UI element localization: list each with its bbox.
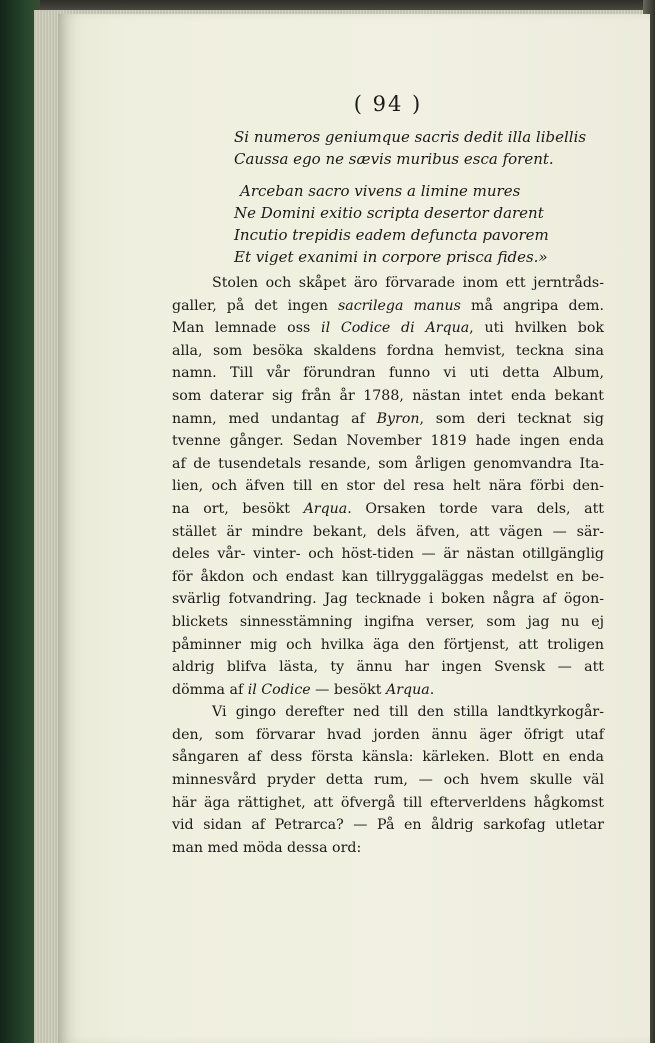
text-run: tvenne gånger. Sedan November 1819 hade ingen enda <box>172 433 604 450</box>
text-run: sångaren af dess första känsla: kärleken. Blott en enda <box>172 749 604 766</box>
text-run: , uti hvilken bok <box>469 320 604 337</box>
verse-line: Caussa ego ne sævis muribus esca forent. <box>234 150 554 168</box>
verse-line: Et viget exanimi in corpore prisca fides.» <box>234 248 548 266</box>
verse-line: Arceban sacro vivens a limine mures <box>240 182 521 200</box>
text-line <box>172 475 604 498</box>
text-line <box>172 408 604 431</box>
text-run: galler, på det ingen <box>172 297 338 314</box>
latin-verse <box>172 126 604 268</box>
text-line <box>172 340 604 363</box>
text-line <box>172 588 604 611</box>
text-run: Vi gingo derefter ned till den stilla landtkyrkogår- <box>212 704 604 721</box>
text-run: stället är mindre bekant, dels äfven, att vägen — sär- <box>172 523 604 540</box>
text-line <box>172 611 604 634</box>
text-run: aldrig blifva lästa, ty ännu har ingen Svensk — att <box>172 659 604 676</box>
text-line <box>172 430 604 453</box>
text-line <box>172 317 604 340</box>
text-run: namn, med undantag af <box>172 410 377 427</box>
italic-phrase: Arqua <box>303 500 348 517</box>
text-line <box>172 769 604 792</box>
text-line <box>172 656 604 679</box>
text-run: påminner mig och hvilka äga den förtjenst, att troligen <box>172 636 604 653</box>
text-run: namn. Till vår förundran funno vi uti detta Album, <box>172 365 604 382</box>
text-line <box>172 498 604 521</box>
text-line <box>172 746 604 769</box>
text-run: blickets sinnesstämning ingifna verser, som jag nu ej <box>172 613 604 630</box>
text-line <box>172 543 604 566</box>
text-run: som daterar sig från år 1788, nästan intet enda bekant <box>172 387 604 404</box>
verse-line: Incutio trepidis eadem defuncta pavorem <box>234 226 549 244</box>
text-run: af de tusendetals resande, som årligen genomvandra Ita- <box>172 455 604 472</box>
text-run: svärlig fotvandring. Jag tecknade i boken några af ögon- <box>172 591 604 608</box>
italic-phrase: Arqua <box>386 681 430 698</box>
paragraph-1 <box>172 272 604 701</box>
text-line <box>172 679 604 702</box>
text-run: den, som förvarar hvad jorden ännu äger öfrigt utaf <box>172 726 604 743</box>
text-line <box>172 385 604 408</box>
text-run: Man lemnade oss <box>172 320 322 337</box>
paragraph-2 <box>172 701 604 859</box>
text-run: dömma af <box>172 681 248 698</box>
text-run: må angripa dem. <box>460 297 604 314</box>
text-run: lien, och äfven till en stor del resa helt nära förbi den- <box>172 478 604 495</box>
text-run: minnesvård pryder detta rum, — och hvem skulle väl <box>172 772 604 789</box>
text-line <box>172 634 604 657</box>
text-run: . Orsaken torde vara dels, att <box>347 500 604 517</box>
text-run: . <box>429 681 435 698</box>
text-line <box>172 792 604 815</box>
italic-phrase: il Codice <box>247 681 311 698</box>
text-run: vid sidan af Petrarca? — På en åldrig sarkofag utletar <box>172 817 604 834</box>
italic-phrase: Byron <box>376 410 420 427</box>
text-line <box>172 837 604 860</box>
text-line <box>172 566 604 589</box>
page-text <box>172 90 604 859</box>
stanza-gap <box>234 170 604 180</box>
text-line <box>172 814 604 837</box>
text-line <box>172 701 604 724</box>
verse-line: Si numeros geniumque sacris dedit illa libellis <box>234 128 587 146</box>
italic-phrase: il Codice di Arqua <box>321 320 470 337</box>
text-run: Stolen och skåpet äro förvarade inom ett jerntråds- <box>212 275 604 291</box>
text-run: alla, som besöka skaldens fordna hemvist, teckna sina <box>172 342 604 359</box>
text-line <box>172 362 604 385</box>
text-run: , som deri tecknat sig <box>419 410 604 427</box>
text-run: här äga rättighet, att öfvergå till efterverldens hågkomst <box>172 794 604 811</box>
text-line <box>172 453 604 476</box>
italic-phrase: sacrilega manus <box>337 297 461 314</box>
text-line <box>172 295 604 318</box>
text-line <box>172 272 604 295</box>
text-line <box>172 724 604 747</box>
text-run: man med möda dessa ord: <box>172 839 362 856</box>
text-line <box>172 521 604 544</box>
text-run: — besökt <box>310 681 386 698</box>
text-run: na ort, besökt <box>172 500 304 517</box>
text-run: för åkdon och endast kan tillryggaläggas medelst en be- <box>172 568 604 585</box>
verse-line: Ne Domini exitio scripta desertor darent <box>234 204 544 222</box>
page-number: ( 94 ) <box>353 92 423 116</box>
text-run: deles vår- vinter- och höst-tiden — är nästan otillgänglig <box>172 546 604 563</box>
